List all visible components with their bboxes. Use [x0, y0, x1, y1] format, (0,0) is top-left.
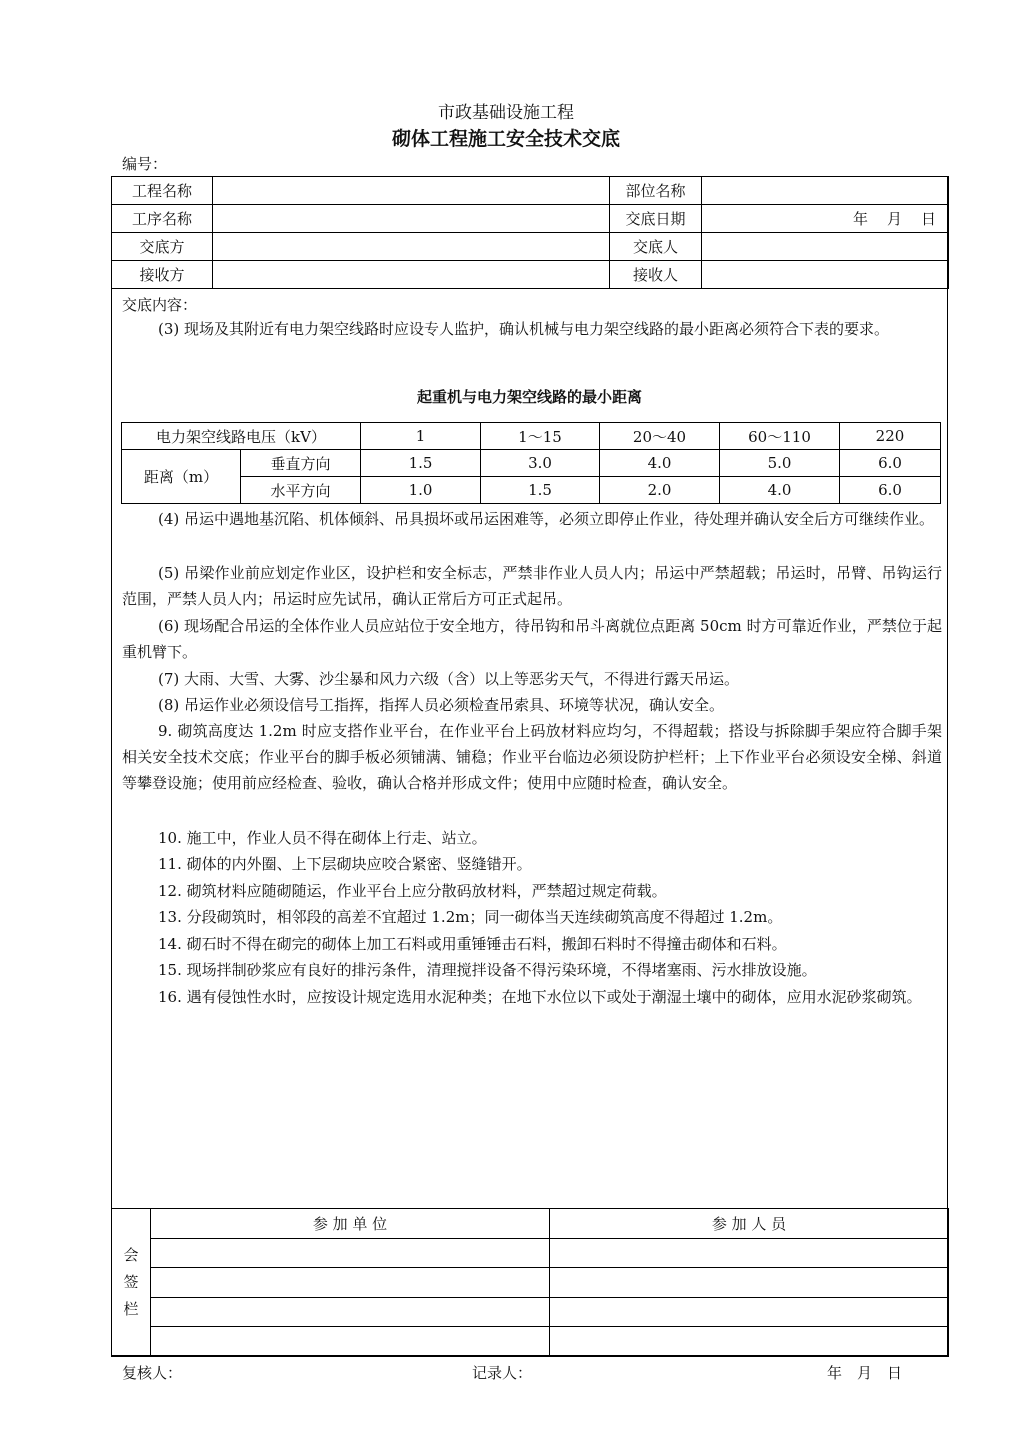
paragraph-8-text: (8) 吊运作业必须设信号工指挥，指挥人员必须检查吊索具、环境等状况，确认安全。: [158, 696, 725, 714]
paragraph-11: [122, 851, 942, 877]
serial-label: 编号：: [122, 155, 168, 173]
people-cell[interactable]: [550, 1327, 949, 1357]
paragraph-3-text: (3) 现场及其附近有电力架空线路时应设专人监护，确认机械与电力架空线路的最小距离必须符合下表的要求。: [158, 320, 890, 338]
vertical-label: 垂直方向: [241, 450, 361, 477]
distance-table-title: 起重机与电力架空线路的最小距离: [416, 388, 642, 406]
briefer-label: 交底方: [112, 233, 213, 261]
distance-table: [121, 422, 941, 504]
horizontal-cell: 6.0: [840, 477, 941, 504]
process-name-field[interactable]: [213, 205, 610, 233]
voltage-label: 电力架空线路电压（kV）: [122, 423, 361, 450]
paragraph-14: [122, 931, 942, 957]
paragraph-15-text: 15. 现场拌制砂浆应有良好的排污条件，清理搅拌设备不得污染环境，不得堵塞雨、污水排放设施。: [158, 961, 817, 979]
briefer-person-label: 交底人: [610, 233, 702, 261]
paragraph-6: [122, 613, 942, 665]
voltage-cell: 1: [361, 423, 481, 450]
paragraph-11-text: 11. 砌体的内外圈、上下层砌块应咬合紧密、竖缝错开。: [158, 855, 532, 873]
distance-label: 距离（m）: [122, 450, 241, 504]
voltage-cell: 60～110: [720, 423, 840, 450]
paragraph-10-text: 10. 施工中，作业人员不得在砌体上行走、站立。: [158, 829, 487, 847]
vertical-cell: 3.0: [481, 450, 600, 477]
paragraph-16: [122, 984, 942, 1010]
paragraph-12: [122, 878, 942, 904]
receiver-person-field[interactable]: [702, 261, 949, 289]
horizontal-cell: 1.5: [481, 477, 600, 504]
paragraph-3: [122, 316, 942, 342]
people-header: 参 加 人 员: [550, 1209, 949, 1239]
paragraph-9: [122, 718, 942, 796]
section-name-label: 部位名称: [610, 177, 702, 205]
paragraph-5-text: (5) 吊梁作业前应划定作业区，设护栏和安全标志，严禁非作业人员人内；吊运中严禁超载；吊运时，吊臂、吊钩运行范围，严禁人员人内；吊运时应先试吊，确认正常后方可正式起吊。: [122, 564, 942, 608]
sign-column-label: [112, 1209, 151, 1357]
vertical-cell: 5.0: [720, 450, 840, 477]
people-cell[interactable]: [550, 1238, 949, 1268]
paragraph-16-text: 16. 遇有侵蚀性水时，应按设计规定选用水泥种类；在地下水位以下或处于潮湿土壤中的砌体，应用水泥砂浆砌筑。: [158, 988, 922, 1006]
horizontal-cell: 4.0: [720, 477, 840, 504]
footer-date: 年 月 日: [827, 1364, 903, 1382]
signature-table: [111, 1208, 949, 1357]
paragraph-14-text: 14. 砌石时不得在砌完的砌体上加工石料或用重锤锤击石料，搬卸石料时不得撞击砌体和石料。: [158, 935, 787, 953]
voltage-cell: 220: [840, 423, 941, 450]
paragraph-4-text: (4) 吊运中遇地基沉陷、机体倾斜、吊具损坏或吊运困难等，必须立即停止作业，待处理并确认安全后方可继续作业。: [158, 510, 935, 528]
vertical-cell: 4.0: [600, 450, 720, 477]
paragraph-13: [122, 904, 942, 930]
horizontal-cell: 2.0: [600, 477, 720, 504]
voltage-cell: 1～15: [481, 423, 600, 450]
voltage-cell: 20～40: [600, 423, 720, 450]
paragraph-4: [122, 506, 942, 532]
unit-cell[interactable]: [151, 1268, 550, 1298]
unit-cell[interactable]: [151, 1297, 550, 1327]
page-title: 砌体工程施工安全技术交底: [391, 128, 620, 150]
receiver-label: 接收方: [112, 261, 213, 289]
unit-cell[interactable]: [151, 1238, 550, 1268]
project-name-field[interactable]: [213, 177, 610, 205]
briefer-field[interactable]: [213, 233, 610, 261]
unit-cell[interactable]: [151, 1327, 550, 1357]
section-name-field[interactable]: [702, 177, 949, 205]
horizontal-cell: 1.0: [361, 477, 481, 504]
top-title: 市政基础设施工程: [438, 103, 574, 123]
paragraph-7: [122, 666, 942, 692]
paragraph-13-text: 13. 分段砌筑时，相邻段的高差不宜超过 1.2m；同一砌体当天连续砌筑高度不得超过 1.2m。: [158, 908, 783, 926]
paragraph-15: [122, 957, 942, 983]
sign-column-text: 会 签 栏: [123, 1245, 139, 1318]
horizontal-label: 水平方向: [241, 477, 361, 504]
vertical-cell: 1.5: [361, 450, 481, 477]
reviewer-label: 复核人：: [122, 1364, 183, 1382]
paragraph-10: [122, 825, 942, 851]
process-name-label: 工序名称: [112, 205, 213, 233]
paragraph-12-text: 12. 砌筑材料应随砌随运，作业平台上应分散码放材料，严禁超过规定荷载。: [158, 882, 667, 900]
vertical-cell: 6.0: [840, 450, 941, 477]
info-table: [111, 176, 949, 289]
paragraph-7-text: (7) 大雨、大雪、大雾、沙尘暴和风力六级（含）以上等恶劣天气，不得进行露天吊运。: [158, 670, 740, 688]
unit-header: 参 加 单 位: [151, 1209, 550, 1239]
content-label: 交底内容：: [122, 296, 198, 314]
paragraph-9-text: 9. 砌筑高度达 1.2m 时应支搭作业平台，在作业平台上码放材料应均匀，不得超载；搭设与拆除脚手架应符合脚手架相关安全技术交底；作业平台的脚手板必须铺满、铺稳；作业平台临边必须设防护栏杆；上下作业平台必须设安全梯、斜道等攀登设施；使用前应经检查、验收，确认合格并形成文件；使用中应随时检查，确认安全。: [122, 722, 942, 792]
receiver-field[interactable]: [213, 261, 610, 289]
paragraph-6-text: (6) 现场配合吊运的全体作业人员应站位于安全地方，待吊钩和吊斗离就位点距离 50cm 时方可靠近作业，严禁位于起重机臂下。: [122, 617, 942, 661]
receiver-person-label: 接收人: [610, 261, 702, 289]
people-cell[interactable]: [550, 1268, 949, 1298]
date-field[interactable]: 年 月 日: [702, 205, 949, 233]
date-label: 交底日期: [610, 205, 702, 233]
briefer-person-field[interactable]: [702, 233, 949, 261]
recorder-label: 记录人：: [472, 1364, 533, 1382]
people-cell[interactable]: [550, 1297, 949, 1327]
paragraph-5: [122, 560, 942, 612]
project-name-label: 工程名称: [112, 177, 213, 205]
paragraph-8: [122, 692, 942, 718]
